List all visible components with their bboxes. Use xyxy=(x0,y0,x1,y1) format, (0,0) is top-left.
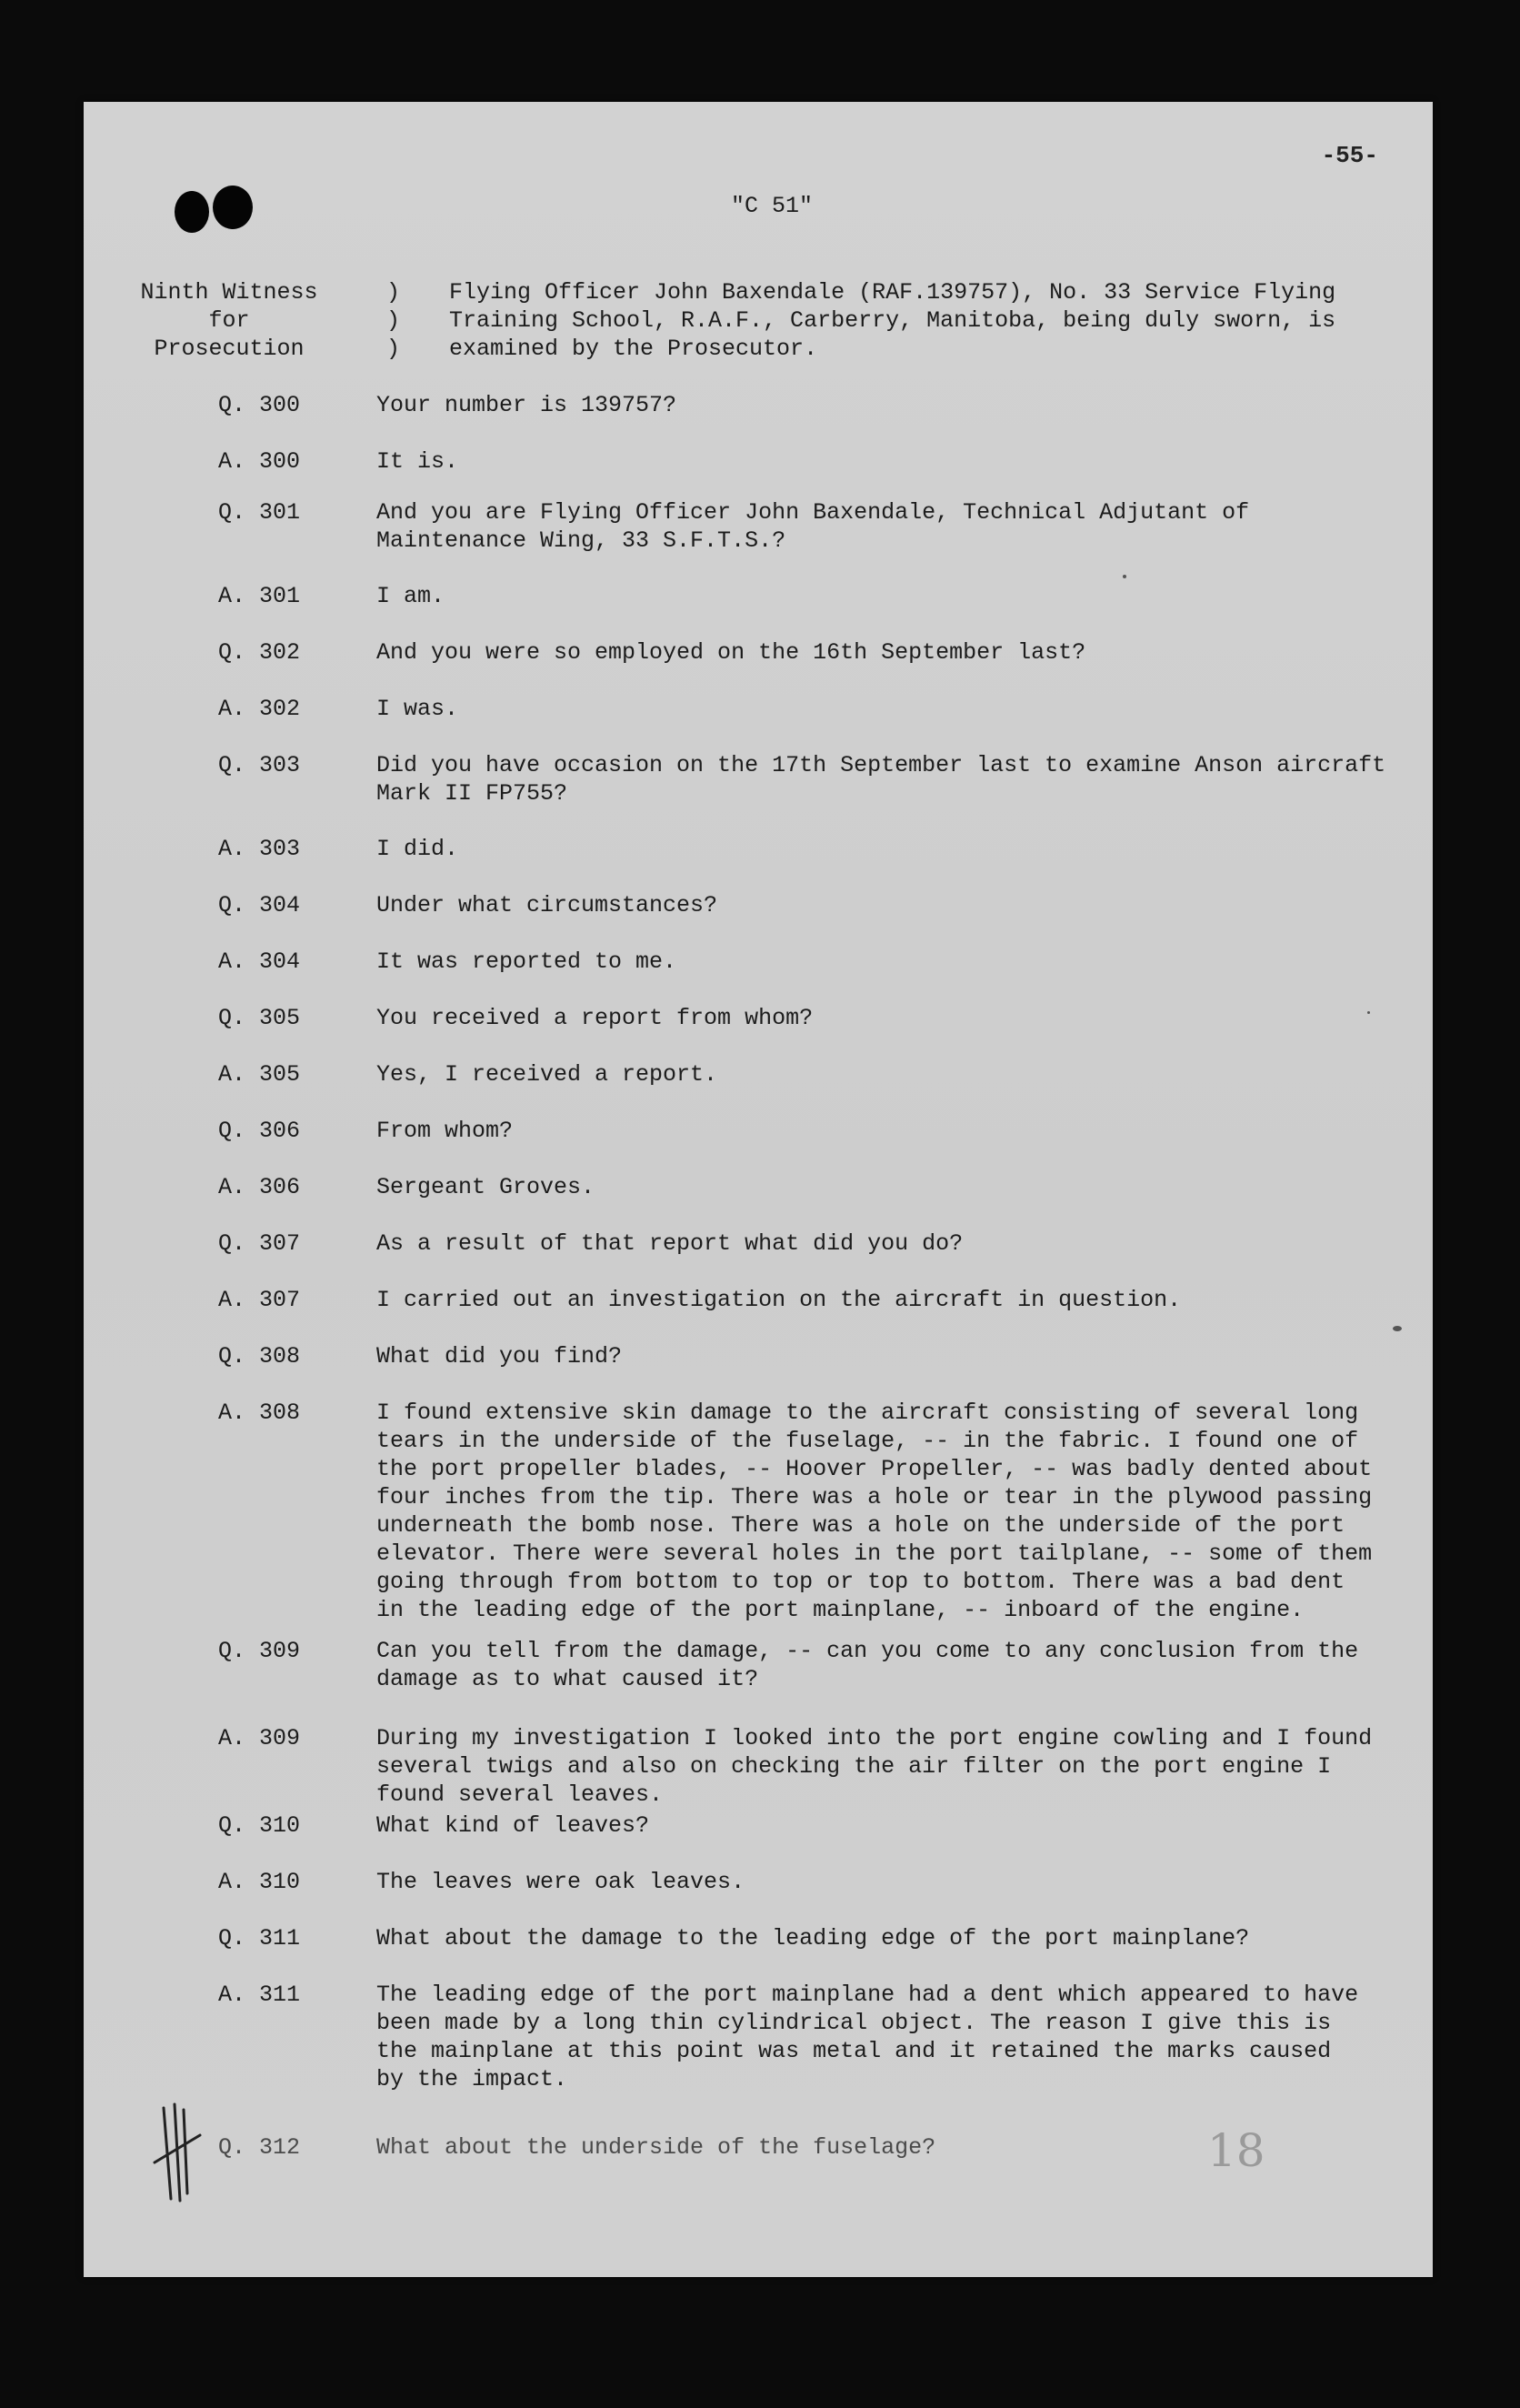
entry-text: During my investigation I looked into the port engine cowling and I found several twigs and also on checking the air filter on the port engine I found several leaves. xyxy=(376,1725,1373,1808)
entry-label: Q. 310 xyxy=(218,1812,301,1839)
entry-label: Q. 312 xyxy=(218,2134,301,2161)
entry-label: A. 308 xyxy=(218,1400,301,1426)
entry-label: A. 304 xyxy=(218,948,301,975)
entry-text: What did you find? xyxy=(376,1343,623,1370)
witness-label xyxy=(111,278,400,363)
entry-text: From whom? xyxy=(376,1118,514,1144)
entry-label: A. 309 xyxy=(218,1725,301,1751)
entry-text: Yes, I received a report. xyxy=(376,1061,718,1088)
speck-mark xyxy=(1367,1011,1370,1014)
entry-text: Under what circumstances? xyxy=(376,892,718,918)
witness-label-line: Ninth Witness xyxy=(140,279,318,306)
entry-text: The leading edge of the port mainplane had a dent which appeared to have been made by a long thin cylindrical object. The reason I give this is the mainplane at this point was metal and it retained the marks caused by the impact. xyxy=(376,1982,1359,2092)
entry-text: It was reported to me. xyxy=(376,948,677,975)
entry-text: What about the underside of the fuselage? xyxy=(376,2134,936,2161)
entry-text: Your number is 139757? xyxy=(376,392,677,418)
entry-label: Q. 307 xyxy=(218,1230,301,1257)
entry-text: It is. xyxy=(376,448,459,475)
entry-text: You received a report from whom? xyxy=(376,1005,814,1031)
page-number: -55- xyxy=(1321,142,1378,169)
bracket: ) xyxy=(385,336,400,362)
entry-text: And you were so employed on the 16th September last? xyxy=(376,639,1086,666)
exhibit-reference: "C 51" xyxy=(730,193,813,219)
entry-label: Q. 309 xyxy=(218,1638,301,1664)
entry-label: A. 307 xyxy=(218,1287,301,1313)
entry-text: What about the damage to the leading edge of the port mainplane? xyxy=(376,1925,1250,1951)
entry-text: I am. xyxy=(376,583,445,609)
bracket: ) xyxy=(385,307,400,334)
entry-label: Q. 311 xyxy=(218,1925,301,1951)
document-page xyxy=(84,102,1433,2277)
entry-label: A. 310 xyxy=(218,1869,301,1895)
witness-intro: Flying Officer John Baxendale (RAF.139757), No. 33 Service Flying Training School, R.A.F., Carberry, Manitoba, being duly sworn, is examined by the Prosecutor. xyxy=(449,279,1336,362)
speck-mark xyxy=(1393,1326,1402,1331)
stamp-number: 18 xyxy=(1207,2124,1265,2177)
handwritten-tally-mark xyxy=(151,2099,205,2208)
entry-label: Q. 300 xyxy=(218,392,301,418)
entry-label: A. 305 xyxy=(218,1061,301,1088)
entry-text: Sergeant Groves. xyxy=(376,1174,595,1200)
entry-text: And you are Flying Officer John Baxendale, Technical Adjutant of Maintenance Wing, 33 S.F.T.S.? xyxy=(376,499,1250,554)
entry-text: The leaves were oak leaves. xyxy=(376,1869,745,1895)
entry-label: Q. 301 xyxy=(218,499,301,526)
entry-label: A. 300 xyxy=(218,448,301,475)
entry-text: As a result of that report what did you do? xyxy=(376,1230,964,1257)
entry-label: Q. 304 xyxy=(218,892,301,918)
entry-label: A. 303 xyxy=(218,836,301,862)
entry-label: Q. 303 xyxy=(218,752,301,778)
entry-text: I was. xyxy=(376,696,459,722)
entry-label: Q. 308 xyxy=(218,1343,301,1370)
entry-text: I found extensive skin damage to the aircraft consisting of several long tears in the underside of the fuselage, -- in the fabric. I found one of the port propeller blades, -- Hoover Propeller, -- was badly dented about four inches from the tip. There was a hole or tear in the plywood passing underneath the bomb nose. There was a hole on the underside of the port elevator. There were several holes in the port tailplane, -- some of them going through from bottom to top or top to bottom. There was a bad dent in the leading edge of the port mainplane, -- inboard of the engine. xyxy=(376,1400,1373,1623)
entry-label: A. 311 xyxy=(218,1982,301,2008)
speck-mark xyxy=(1123,575,1126,578)
witness-label-line: Prosecution xyxy=(154,336,305,362)
entry-label: A. 301 xyxy=(218,583,301,609)
bracket: ) xyxy=(385,279,400,306)
entry-text: I carried out an investigation on the aircraft in question. xyxy=(376,1287,1182,1313)
entry-text: What kind of leaves? xyxy=(376,1812,650,1839)
entry-label: Q. 305 xyxy=(218,1005,301,1031)
entry-text: Did you have occasion on the 17th September last to examine Anson aircraft Mark II FP755? xyxy=(376,752,1386,807)
entry-label: A. 306 xyxy=(218,1174,301,1200)
entry-text: Can you tell from the damage, -- can you come to any conclusion from the damage as to what caused it? xyxy=(376,1638,1359,1692)
witness-label-line: for xyxy=(208,307,250,334)
entry-text: I did. xyxy=(376,836,459,862)
entry-label: Q. 302 xyxy=(218,639,301,666)
entry-label: Q. 306 xyxy=(218,1118,301,1144)
entry-label: A. 302 xyxy=(218,696,301,722)
